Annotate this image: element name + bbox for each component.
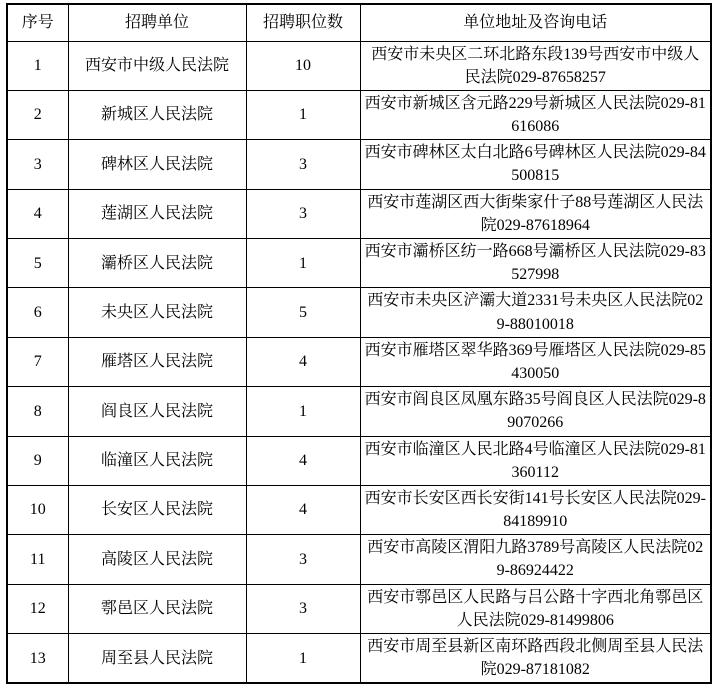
table-row (7, 337, 711, 386)
address-cell: 西安市周至县新区南环路西段北侧周至县人民法院029-87181082 (360, 634, 711, 684)
serial-number-cell: 7 (7, 337, 68, 386)
unit-cell: 临潼区人民法院 (68, 436, 246, 485)
position-count-cell: 1 (246, 90, 360, 139)
unit-cell: 碑林区人民法院 (68, 140, 246, 189)
serial-number-cell: 2 (7, 90, 68, 139)
position-count-cell: 3 (246, 189, 360, 238)
address-cell: 西安市未央区浐灞大道2331号未央区人民法院029-88010018 (360, 288, 711, 337)
position-count-cell: 3 (246, 535, 360, 584)
unit-cell: 莲湖区人民法院 (68, 189, 246, 238)
unit-cell: 长安区人民法院 (68, 485, 246, 534)
table-body (7, 41, 711, 683)
table-row (7, 41, 711, 90)
unit-cell: 西安市中级人民法院 (68, 41, 246, 90)
address-cell: 西安市灞桥区纺一路668号灞桥区人民法院029-83527998 (360, 239, 711, 288)
address-cell: 西安市莲湖区西大街柴家什子88号莲湖区人民法院029-87618964 (360, 189, 711, 238)
position-count-cell: 1 (246, 634, 360, 684)
table-row (7, 485, 711, 534)
table-header-row (7, 4, 711, 41)
unit-cell: 高陵区人民法院 (68, 535, 246, 584)
serial-number-cell: 11 (7, 535, 68, 584)
position-count-cell: 3 (246, 140, 360, 189)
recruitment-table (6, 3, 712, 684)
serial-number-cell: 4 (7, 189, 68, 238)
table-row (7, 436, 711, 485)
header-serial-number: 序号 (7, 4, 68, 41)
position-count-cell: 1 (246, 387, 360, 436)
position-count-cell: 4 (246, 436, 360, 485)
table-row (7, 189, 711, 238)
address-cell: 西安市雁塔区翠华路369号雁塔区人民法院029-85430050 (360, 337, 711, 386)
address-cell: 西安市新城区含元路229号新城区人民法院029-81616086 (360, 90, 711, 139)
table-row (7, 140, 711, 189)
table-row (7, 584, 711, 633)
position-count-cell: 1 (246, 239, 360, 288)
unit-cell: 灞桥区人民法院 (68, 239, 246, 288)
position-count-cell: 4 (246, 485, 360, 534)
serial-number-cell: 5 (7, 239, 68, 288)
unit-cell: 鄠邑区人民法院 (68, 584, 246, 633)
unit-cell: 未央区人民法院 (68, 288, 246, 337)
position-count-cell: 4 (246, 337, 360, 386)
address-cell: 西安市阎良区凤凰东路35号阎良区人民法院029-89070266 (360, 387, 711, 436)
address-cell: 西安市长安区西长安街141号长安区人民法院029-84189910 (360, 485, 711, 534)
table-row (7, 387, 711, 436)
address-cell: 西安市碑林区太白北路6号碑林区人民法院029-84500815 (360, 140, 711, 189)
address-cell: 西安市未央区二环北路东段139号西安市中级人民法院029-87658257 (360, 41, 711, 90)
address-cell: 西安市高陵区渭阳九路3789号高陵区人民法院029-86924422 (360, 535, 711, 584)
table-row (7, 634, 711, 684)
header-recruiting-unit: 招聘单位 (68, 4, 246, 41)
position-count-cell: 5 (246, 288, 360, 337)
position-count-cell: 3 (246, 584, 360, 633)
serial-number-cell: 12 (7, 584, 68, 633)
serial-number-cell: 6 (7, 288, 68, 337)
address-cell: 西安市临潼区人民北路4号临潼区人民法院029-81360112 (360, 436, 711, 485)
serial-number-cell: 3 (7, 140, 68, 189)
position-count-cell: 10 (246, 41, 360, 90)
serial-number-cell: 10 (7, 485, 68, 534)
header-address-phone: 单位地址及咨询电话 (360, 4, 711, 41)
table-row (7, 90, 711, 139)
address-cell: 西安市鄠邑区人民路与吕公路十字西北角鄠邑区人民法院029-81499806 (360, 584, 711, 633)
table-row (7, 239, 711, 288)
header-position-count: 招聘职位数 (246, 4, 360, 41)
unit-cell: 新城区人民法院 (68, 90, 246, 139)
serial-number-cell: 8 (7, 387, 68, 436)
table-row (7, 288, 711, 337)
table-row (7, 535, 711, 584)
unit-cell: 雁塔区人民法院 (68, 337, 246, 386)
unit-cell: 阎良区人民法院 (68, 387, 246, 436)
serial-number-cell: 13 (7, 634, 68, 684)
serial-number-cell: 9 (7, 436, 68, 485)
unit-cell: 周至县人民法院 (68, 634, 246, 684)
serial-number-cell: 1 (7, 41, 68, 90)
